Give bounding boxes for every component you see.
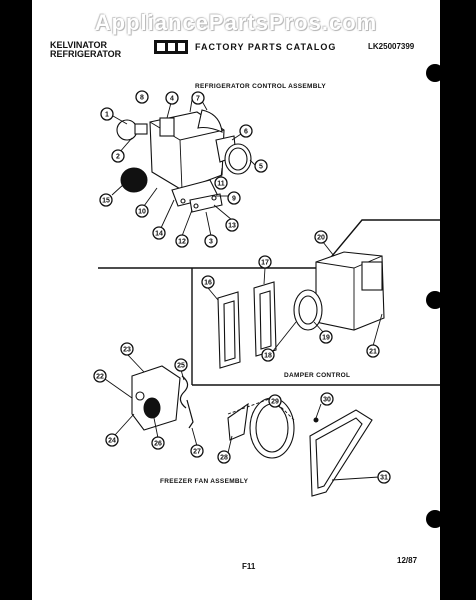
callout-13 [226,219,238,231]
fan-motor [144,398,160,418]
spring-clip [180,376,187,408]
svg-text:5: 5 [259,163,263,171]
svg-text:22: 22 [96,373,104,381]
punch-hole-middle [426,291,444,309]
control-knob [121,168,147,192]
callout-19 [320,331,332,343]
svg-text:13: 13 [228,222,236,230]
svg-text:31: 31 [380,474,388,482]
svg-text:11: 11 [217,180,225,188]
svg-text:1: 1 [105,111,109,119]
callout-22 [94,370,106,382]
svg-text:24: 24 [108,437,116,445]
callout-3 [205,235,217,247]
callout-27 [191,445,203,457]
callout-16 [202,276,214,288]
svg-text:30: 30 [323,396,331,404]
svg-text:28: 28 [220,454,228,462]
screw [314,418,318,422]
brand-name: KELVINATOR [50,40,108,50]
svg-text:26: 26 [154,440,162,448]
svg-text:15: 15 [102,197,110,205]
callout-9 [228,192,240,204]
callout-14 [153,227,165,239]
callout-10 [136,205,148,217]
svg-text:7: 7 [196,95,200,103]
appliance-type: REFRIGERATOR [50,49,122,59]
callout-17 [259,256,271,268]
callout-20 [315,231,327,243]
callout-1 [101,108,113,120]
callout-31 [378,471,390,483]
model-number: LK25007399 [368,42,415,51]
thermostat-clip [160,118,174,136]
callout-7 [192,92,204,104]
svg-text:3: 3 [209,238,213,246]
callout-11 [215,177,227,189]
callout-15 [100,194,112,206]
svg-text:27: 27 [193,448,201,456]
svg-text:25: 25 [177,362,185,370]
callout-30 [321,393,333,405]
light-bulb [117,120,137,140]
date-code: 12/87 [397,556,418,565]
svg-text:10: 10 [138,208,146,216]
callout-12 [176,235,188,247]
svg-text:14: 14 [155,230,163,238]
section-title-damper: DAMPER CONTROL [284,372,351,379]
fan-blade [228,404,248,440]
svg-text:29: 29 [271,398,279,406]
callout-23 [121,343,133,355]
damper-cover [362,262,382,290]
section-title-fan: FREEZER FAN ASSEMBLY [160,478,249,485]
catalog-title: FACTORY PARTS CATALOG [195,42,337,52]
svg-text:17: 17 [261,259,269,267]
exploded-parts-diagram [32,0,440,600]
section-title-control: REFRIGERATOR CONTROL ASSEMBLY [195,83,327,90]
svg-text:6: 6 [244,128,248,136]
callout-6 [240,125,252,137]
callout-5 [255,160,267,172]
callout-21 [367,345,379,357]
svg-text:20: 20 [317,234,325,242]
callout-8 [136,91,148,103]
svg-text:23: 23 [123,346,131,354]
callout-24 [106,434,118,446]
svg-text:8: 8 [140,94,144,102]
svg-text:16: 16 [204,279,212,287]
page-code: F11 [242,562,256,571]
parts-catalog-page [32,0,440,600]
watermark: AppliancePartsPros.com [94,10,378,35]
svg-text:4: 4 [170,95,174,103]
fan-clip [187,400,193,428]
svg-text:2: 2 [116,153,120,161]
punch-hole-bottom [426,510,444,528]
callout-2 [112,150,124,162]
callout-4 [166,92,178,104]
svg-text:21: 21 [369,348,377,356]
svg-text:9: 9 [232,195,236,203]
bulb-socket [135,124,147,134]
svg-text:18: 18 [264,352,272,360]
svg-text:12: 12 [178,238,186,246]
callout-25 [175,359,187,371]
callout-18 [262,349,274,361]
callout-29 [269,395,281,407]
svg-text:19: 19 [322,334,330,342]
punch-hole-top [426,64,444,82]
callout-28 [218,451,230,463]
damper-control-parts [218,252,384,368]
callout-26 [152,437,164,449]
